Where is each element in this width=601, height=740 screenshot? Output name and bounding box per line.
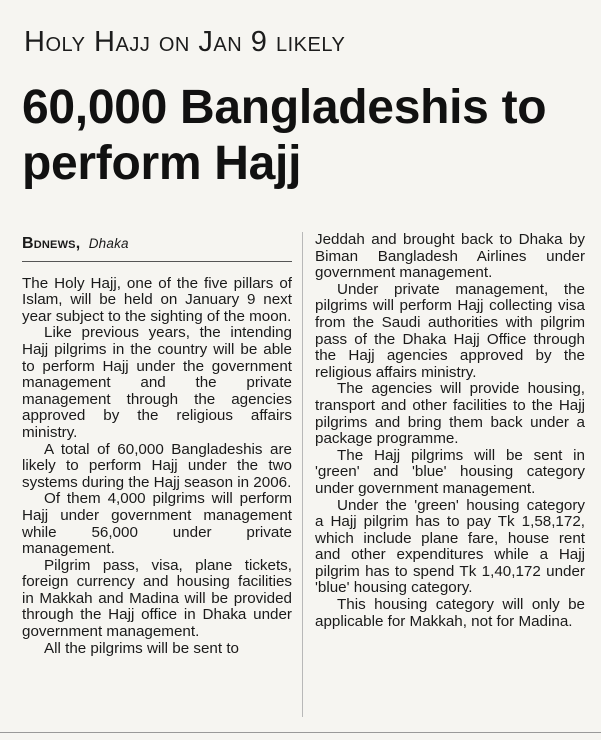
paragraph: This housing category will only be applicable for Makkah, not for Madina. <box>315 596 585 630</box>
paragraph: A total of 60,000 Bangladeshis are likely to perform Hajj under the two systems during the Hajj season in 2006. <box>22 440 292 491</box>
paragraph: Like previous years, the intending Hajj pilgrims in the country will be able to perform Hajj under the government management and the private management through the agencies approved by the religious affairs ministry. <box>22 324 292 441</box>
paragraph: Under private management, the pilgrims will perform Hajj collecting visa from the Saudi authorities with pilgrim pass of the Dhaka Hajj Office through the Hajj agencies approved by the religious affairs ministry. <box>315 280 585 381</box>
byline <box>22 236 292 262</box>
paragraph: The Hajj pilgrims will be sent in 'green' and 'blue' housing category under government management. <box>315 446 585 497</box>
column-divider <box>302 232 303 717</box>
paragraph: The agencies will provide housing, transport and other facilities to the Hajj pilgrims and bring them back under a package programme. <box>315 380 585 448</box>
paragraph: Jeddah and brought back to Dhaka by Biman Bangladesh Airlines under government management. <box>315 231 585 282</box>
article-headline: 60,000 Bangladeshis to perform Hajj <box>22 81 547 190</box>
left-column-body <box>22 276 292 658</box>
article-column-right <box>315 232 585 630</box>
article-kicker: Holy Hajj on Jan 9 likely <box>24 26 346 58</box>
article-column-left <box>22 232 292 657</box>
paragraph: Under the 'green' housing category a Hajj pilgrim has to pay Tk 1,58,172, which include plane fare, house rent and other expenditures while a Hajj pilgrim has to spend Tk 1,40,172 under 'blue' housing category. <box>315 496 585 597</box>
byline-agency: Bdnews, <box>22 235 81 252</box>
paragraph: The Holy Hajj, one of the five pillars of Islam, will be held on January 9 next year subject to the sighting of the moon. <box>22 274 292 325</box>
paragraph: All the pilgrims will be sent to <box>44 639 239 657</box>
byline-city: Dhaka <box>88 236 129 251</box>
bottom-divider <box>0 732 601 733</box>
paragraph: Pilgrim pass, visa, plane tickets, foreign currency and housing facilities in Makkah and Madina will be provided through the Hajj office in Dhaka under government management. <box>22 556 292 641</box>
paragraph: Of them 4,000 pilgrims will perform Hajj under government management while 56,000 under private management. <box>22 490 292 558</box>
